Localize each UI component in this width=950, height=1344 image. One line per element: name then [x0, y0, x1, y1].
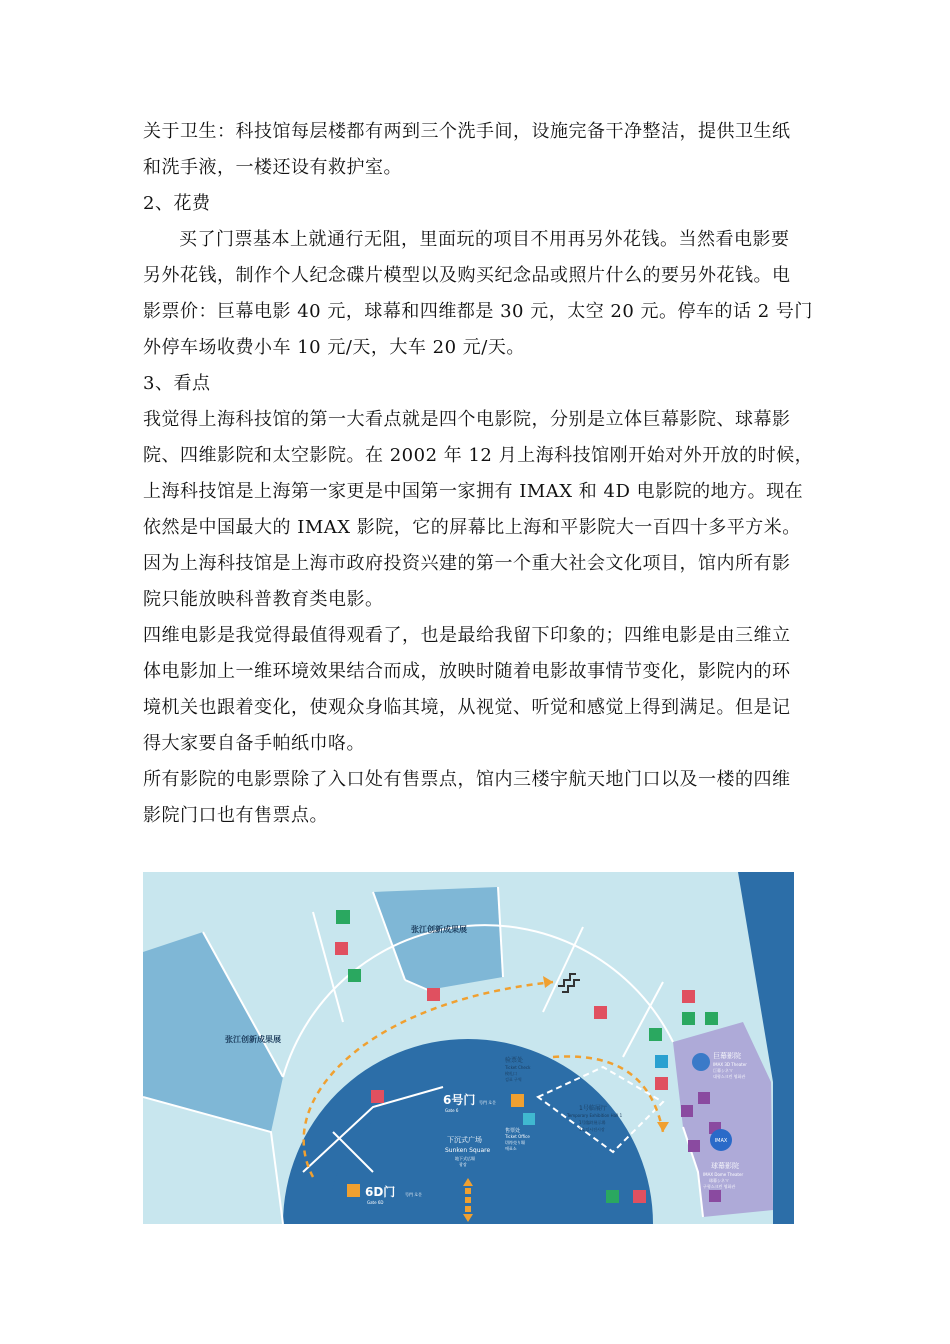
gate6-sub: 号門 호문 — [479, 1100, 496, 1105]
shop-icon-3 — [655, 1077, 668, 1090]
paragraph-line: 买了门票基本上就通行无阻，里面玩的项目不用再另外花钱。当然看电影要 — [179, 229, 790, 250]
paragraph-line: 另外花钱，制作个人纪念碟片模型以及购买纪念品或照片什么的要另外花钱。电 — [143, 265, 791, 286]
paragraph-line: 体电影加上一维环境效果结合而成，放映时随着电影故事情节变化，影院内的环 — [143, 661, 791, 682]
exit-icon-4 — [688, 1140, 700, 1152]
imax-badge-label: IMAX — [714, 1138, 728, 1144]
exhibit-en: Temporary Exhibition Hall 1 — [567, 1113, 623, 1118]
gate6-label: 6号门 — [443, 1093, 476, 1107]
dome-en: IMAX Dome Theater — [703, 1172, 744, 1177]
hall-label-left: 张江创新成果展 — [225, 1035, 281, 1044]
no-entry-icon — [371, 1090, 384, 1103]
document-body — [143, 114, 814, 834]
exhibit-label: 1号临展厅 — [579, 1105, 607, 1112]
floor-map — [143, 872, 794, 1224]
phone-icon — [348, 969, 361, 982]
ticket-en: Ticket Office — [505, 1134, 530, 1139]
exit-icon-2 — [681, 1105, 693, 1117]
gate6d-icon — [347, 1184, 360, 1197]
gate6d-en: Gate 6D — [367, 1200, 384, 1205]
section-heading: 2、花费 — [143, 193, 211, 214]
exhibit-jp: 1号臨時展示場 — [579, 1120, 606, 1125]
paragraph-line: 院只能放映科普教育类电影。 — [143, 589, 384, 610]
paragraph-line: 所有影院的电影票除了入口处有售票点，馆内三楼宇航天地门口以及一楼的四维 — [143, 769, 791, 790]
shop-icon — [427, 988, 440, 1001]
square-jp: 地下式広場 — [455, 1156, 475, 1161]
exhibit-kr: 1호임시전시장 — [579, 1127, 605, 1132]
paragraph-line: 影票价：巨幕电影 40 元，球幕和四维都是 30 元，太空 20 元。停车的话 2 号门 — [143, 301, 813, 322]
square-label: 下沉式广场 — [447, 1136, 482, 1144]
shop-icon-right — [594, 1006, 607, 1019]
paragraph-line: 关于卫生：科技馆每层楼都有两到三个洗手间，设施完备干净整洁，提供卫生纸 — [143, 121, 791, 142]
imax3d-en: IMAX 3D Theater — [713, 1062, 747, 1067]
gate6d-label: 6D门 — [365, 1185, 396, 1199]
checkin-label: 验票处 — [505, 1057, 524, 1064]
paragraph-line: 外停车场收费小车 10 元/天，大车 20 元/天。 — [143, 337, 525, 358]
checkin-en: Ticket Check — [505, 1065, 531, 1070]
paragraph-line: 四维电影是我觉得最值得观看了，也是最给我留下印象的；四维电影是由三维立 — [143, 625, 791, 646]
paragraph-line: 院、四维影院和太空影院。在 2002 年 12 月上海科技馆刚开始对外开放的时候， — [143, 445, 814, 466]
paragraph-line: 我觉得上海科技馆的第一大看点就是四个电影院，分别是立体巨幕影院、球幕影 — [143, 409, 791, 430]
wheelchair-icon — [606, 1190, 619, 1203]
information-icon — [335, 942, 348, 955]
ticket-label: 售票处 — [505, 1128, 521, 1134]
imax3d-badge — [692, 1053, 710, 1071]
restroom-icon-2 — [705, 1012, 718, 1025]
paragraph-line: 依然是中国最大的 IMAX 影院，它的屏幕比上海和平影院大一百四十多平方米。 — [143, 517, 801, 538]
square-kr: 광장 — [459, 1162, 467, 1167]
imax3d-label: 巨幕影院 — [713, 1052, 741, 1060]
checkin-kr: 검표 구역 — [505, 1077, 522, 1082]
paragraph-line: 影院门口也有售票点。 — [143, 805, 328, 826]
section-heading: 3、看点 — [143, 373, 211, 394]
ticket-icon — [523, 1113, 535, 1125]
square-en: Sunken Square — [445, 1147, 491, 1154]
help-icon — [655, 1055, 668, 1068]
dome-jp: 球幕シネマ — [709, 1178, 729, 1183]
gate6-en: Gate 6 — [445, 1108, 459, 1113]
paragraph-line: 和洗手液，一楼还设有救护室。 — [143, 157, 402, 178]
restroom-icon-right — [682, 1012, 695, 1025]
phone-icon-right — [649, 1028, 662, 1041]
dome-kr: 구형스크린 영화관 — [703, 1184, 736, 1189]
gate6d-sub: 号門 호문 — [405, 1192, 422, 1197]
gate6-icon — [511, 1094, 524, 1107]
imax3d-kr: 대형스크린 영화관 — [713, 1074, 746, 1079]
hall-label-top: 张江创新成果展 — [411, 925, 467, 934]
paragraph-line: 上海科技馆是上海第一家更是中国第一家拥有 IMAX 和 4D 电影院的地方。现在 — [143, 481, 804, 502]
imax3d-jp: 巨幕シネマ — [713, 1068, 733, 1073]
exit-icon-5 — [709, 1190, 721, 1202]
ticket-kr: 매표소 — [505, 1146, 517, 1151]
paragraph-line: 得大家要自备手帕纸巾咯。 — [143, 733, 365, 754]
exit-icon — [698, 1092, 710, 1104]
ticket-jp: 切符売り場 — [505, 1140, 525, 1145]
paragraph-line: 因为上海科技馆是上海市政府投资兴建的第一个重大社会文化项目，馆内所有影 — [143, 553, 791, 574]
checkin-jp: 検札口 — [505, 1071, 517, 1076]
restroom-icon — [336, 910, 350, 924]
restroom-icon-3 — [633, 1190, 646, 1203]
paragraph-line: 境机关也跟着变化，使观众身临其境，从视觉、听觉和感觉上得到满足。但是记 — [143, 697, 791, 718]
dome-label: 球幕影院 — [711, 1162, 739, 1170]
first-aid-icon — [682, 990, 695, 1003]
